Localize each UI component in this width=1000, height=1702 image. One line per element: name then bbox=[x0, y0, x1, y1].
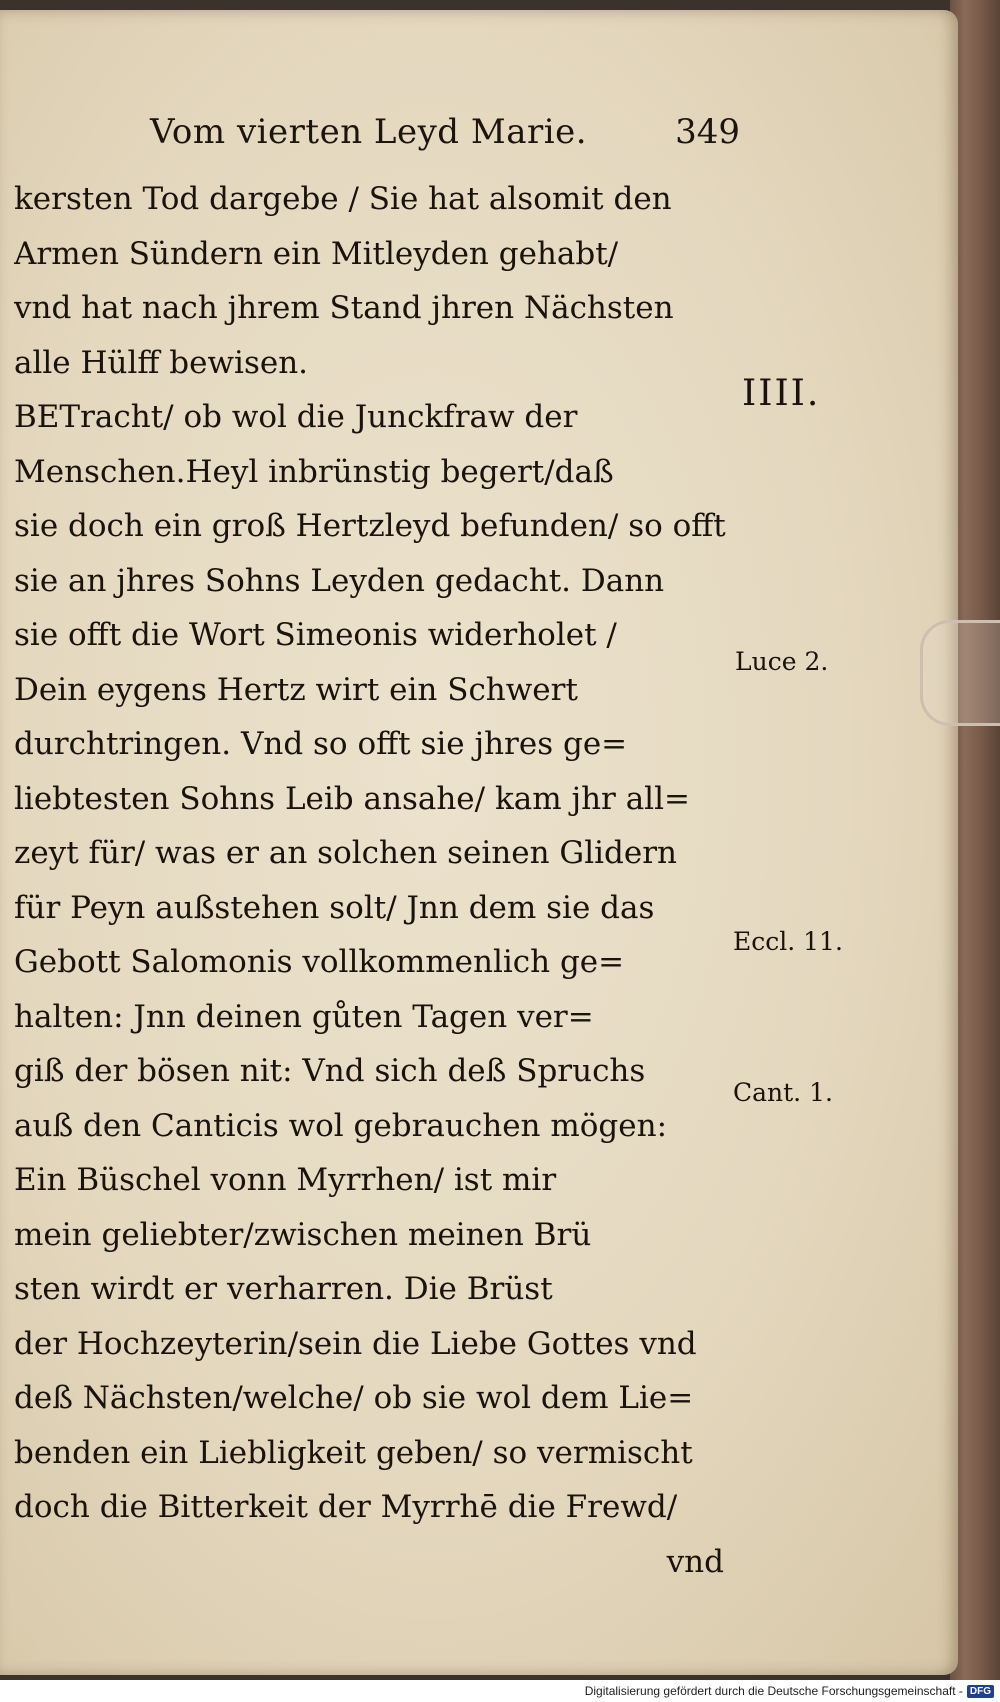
text-line: Dein eygens Hertz wirt ein Schwert bbox=[14, 671, 578, 708]
text-line: doch die Bitterkeit der Myrrhē die Frewd/ bbox=[14, 1489, 678, 1525]
text-line: halten: Jnn deinen gůten Tagen ver= bbox=[14, 998, 594, 1035]
text-line: Gebott Salomonis vollkommenlich ge= bbox=[14, 944, 625, 980]
text-line: auß den Canticis wol gebrauchen mögen: bbox=[14, 1107, 668, 1144]
text-line: Ein Büschel vonn Myrrhen/ ist mir bbox=[14, 1162, 557, 1198]
text-line: durchtringen. Vnd so offt sie jhres ge= bbox=[14, 726, 628, 762]
text-line: kersten Tod dargebe / Sie hat alsomit den bbox=[14, 181, 672, 217]
text-line: für Peyn außstehen solt/ Jnn dem sie das bbox=[14, 889, 655, 926]
footer-credit-text: Digitalisierung gefördert durch die Deutsche Forschungsgemeinschaft - bbox=[584, 1684, 963, 1698]
body-text bbox=[14, 172, 734, 1589]
text-line: liebtesten Sohns Leib ansahe/ kam jhr all= bbox=[14, 780, 690, 817]
text-line: sie doch ein groß Hertzleyd befunden/ so offt bbox=[14, 508, 726, 544]
text-line: zeyt für/ was er an solchen seinen Glidern bbox=[14, 835, 678, 871]
text-line: deß Nächsten/welche/ ob sie wol dem Lie= bbox=[14, 1380, 694, 1416]
running-title: Vom vierten Leyd Marie. bbox=[150, 112, 588, 152]
margin-note-luce: Luce 2. bbox=[735, 647, 829, 676]
dfg-logo-icon: DFG bbox=[967, 1685, 994, 1698]
text-line: giß der bösen nit: Vnd sich deß Spruchs bbox=[14, 1053, 646, 1089]
text-line: mein geliebter/zwischen meinen Brü bbox=[14, 1216, 592, 1253]
page-number: 349 bbox=[675, 112, 740, 152]
text-line: benden ein Liebligkeit geben/ so vermischt bbox=[14, 1434, 693, 1471]
text-line: sie offt die Wort Simeonis widerholet / bbox=[14, 617, 617, 653]
running-head bbox=[150, 112, 740, 162]
margin-note-eccl: Eccl. 11. bbox=[733, 927, 843, 956]
text-line: alle Hülff bewisen. bbox=[14, 344, 309, 381]
text-line: sten wirdt er verharren. Die Brüst bbox=[14, 1271, 553, 1307]
text-line: vnd hat nach jhrem Stand jhren Nächsten bbox=[14, 290, 674, 326]
margin-section-numeral: IIII. bbox=[742, 373, 821, 414]
book-page bbox=[0, 10, 958, 1675]
text-line: Armen Sündern ein Mitleyden gehabt/ bbox=[14, 235, 619, 272]
text-line: sie an jhres Sohns Leyden gedacht. Dann bbox=[14, 562, 665, 599]
text-line: Menschen.Heyl inbrünstig begert/daß bbox=[14, 453, 614, 490]
catchword: vnd bbox=[666, 1543, 724, 1580]
text-line: der Hochzeyterin/sein die Liebe Gottes vnd bbox=[14, 1325, 697, 1362]
page-clip-ring bbox=[920, 620, 1000, 726]
margin-note-cant: Cant. 1. bbox=[733, 1078, 833, 1107]
footer-credit-bar bbox=[0, 1680, 1000, 1702]
text-line: BETracht/ ob wol die Junckfraw der bbox=[14, 399, 578, 435]
